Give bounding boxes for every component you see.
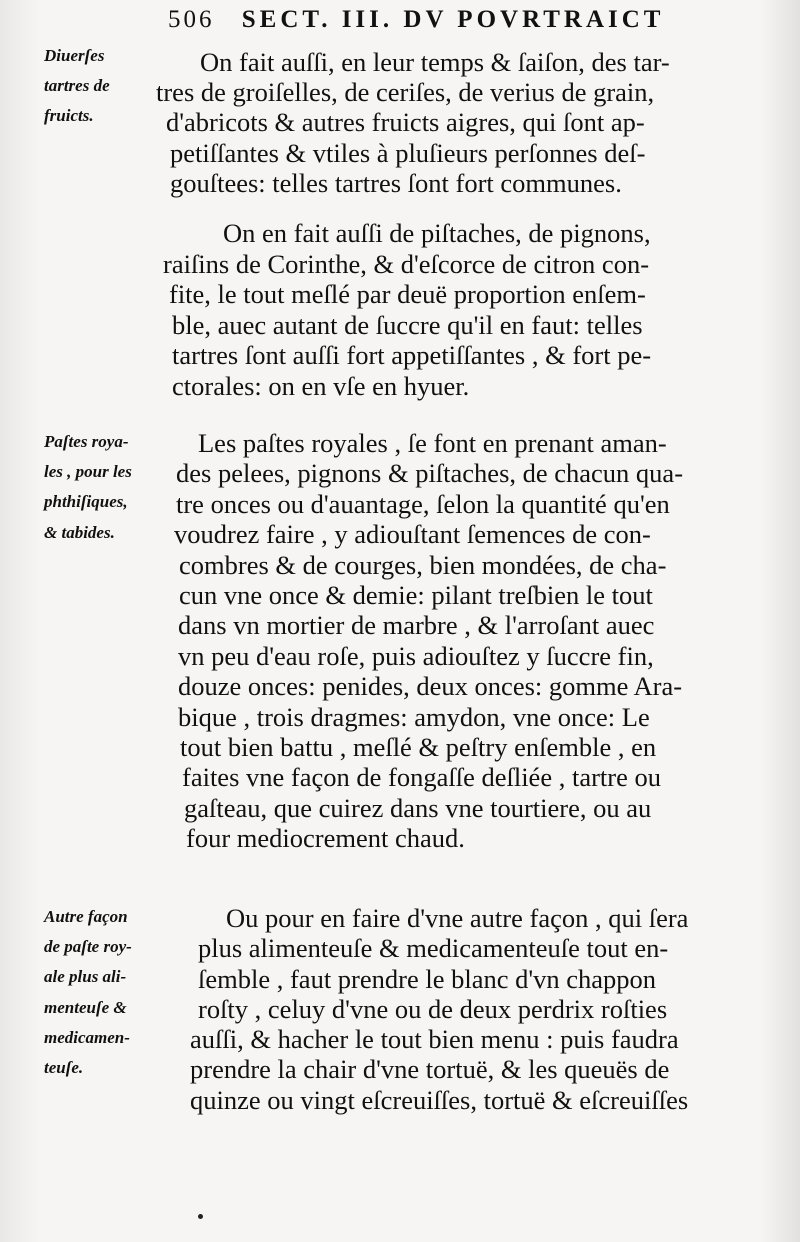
text-line: fite, le tout meſlé par deuë proportion enſem- — [169, 279, 646, 309]
text-line: raiſins de Corinthe, & d'eſcorce de citron con- — [163, 248, 650, 279]
margin-note-line: & tabides. — [44, 522, 115, 542]
text-line: prendre la chair d'vne tortuë, & les queuës de — [190, 1054, 670, 1085]
paragraph-other-paste — [186, 903, 688, 1115]
text-line: gaſteau, que cuirez dans vne tourtiere, ou au — [184, 792, 652, 823]
text-line: cun vne once & demie: pilant treſbien le tout — [179, 579, 653, 610]
paragraph-pistachio-tarts — [155, 218, 651, 401]
margin-note-line: teuſe. — [44, 1057, 84, 1077]
page-header — [168, 6, 664, 34]
text-line: combres & de courges, bien mondées, de cha- — [179, 549, 667, 580]
text-line: des pelees, pignons & piſtaches, de chacun qua- — [176, 458, 684, 489]
margin-note-line: phthiſiques, — [44, 492, 128, 512]
text-line: petiſſantes & vtiles à pluſieurs perſonnes deſ- — [170, 137, 646, 168]
text-line: bique , trois dragmes: amydon, vne once: Le — [178, 701, 650, 732]
text-line: quinze ou vingt eſcreuiſſes, tortuë & eſcreuiſſes — [190, 1084, 689, 1115]
text-line: plus alimenteuſe & medicamenteuſe tout en- — [198, 933, 669, 964]
text-line: vn peu d'eau roſe, puis adiouſtez y ſuccre fin, — [178, 640, 654, 671]
text-line: ble, auec autant de ſuccre qu'il en faut: telles — [172, 309, 643, 340]
margin-note-line: Paſtes roya- — [44, 432, 129, 451]
margin-note-line: menteuſe & — [44, 997, 127, 1017]
text-line: On en fait auſſi de piſtaches, de pignons, — [223, 218, 651, 248]
margin-note-line: de paſte roy- — [44, 937, 132, 957]
text-line: tres de groiſelles, de ceriſes, de verius de grain, — [156, 77, 655, 108]
text-line: auſſi, & hacher le tout bien menu : puis faudra — [190, 1024, 679, 1055]
text-line: four mediocrement chaud. — [186, 823, 465, 854]
margin-note-line: fruicts. — [44, 106, 94, 126]
running-title: SECT. III. DV POVRTRAICT — [241, 6, 665, 33]
margin-note-other-paste — [44, 905, 132, 1086]
text-line: gouſtees: telles tartres ſont fort communes. — [170, 167, 622, 198]
margin-note-line: ale plus ali- — [44, 967, 127, 987]
text-line: roſty , celuy d'vne ou de deux perdrix roſties — [198, 993, 668, 1024]
text-line: ctorales: on en vſe en hyuer. — [172, 370, 470, 401]
text-line: Ou pour en faire d'vne autre façon , qui ſera — [226, 903, 689, 933]
margin-note-line: medicamen- — [44, 1027, 130, 1047]
text-line: d'abricots & autres fruicts aigres, qui ſont ap- — [166, 107, 645, 138]
margin-note-line: Autre façon — [44, 907, 128, 926]
margin-note-line: les , pour les — [44, 462, 132, 482]
text-line: dans vn mortier de marbre , & l'arroſant auec — [178, 610, 655, 641]
text-line: Les paſtes royales , ſe font en prenant aman- — [198, 428, 667, 458]
margin-note-line: Diuerſes — [44, 46, 105, 65]
margin-note-diverse-tarts — [44, 44, 110, 135]
ink-speck — [198, 1214, 203, 1219]
text-line: tre onces ou d'auantage, ſelon la quantité qu'en — [176, 488, 670, 519]
margin-note-royal-pastes — [44, 430, 132, 551]
text-line: douze onces: penides, deux onces: gomme Ara- — [178, 671, 683, 702]
page-number: 506 — [168, 6, 215, 33]
paragraph-fruit-tarts — [152, 47, 670, 198]
text-line: tartres ſont auſſi fort appetiſſantes , & fort pe- — [172, 340, 652, 370]
paragraph-royal-pastes — [172, 428, 683, 853]
text-line: voudrez faire , y adiouſtant ſemences de con- — [174, 519, 651, 550]
text-line: faites vne façon de fongaſſe deſliée , tartre ou — [182, 762, 661, 793]
text-line: ſemble , faut prendre le blanc d'vn chappon — [198, 963, 657, 994]
margin-note-line: tartres de — [44, 76, 110, 96]
text-line: On fait auſſi, en leur temps & ſaiſon, des tar- — [200, 47, 670, 77]
text-line: tout bien battu , meſlé & peſtry enſemble , en — [180, 731, 657, 762]
